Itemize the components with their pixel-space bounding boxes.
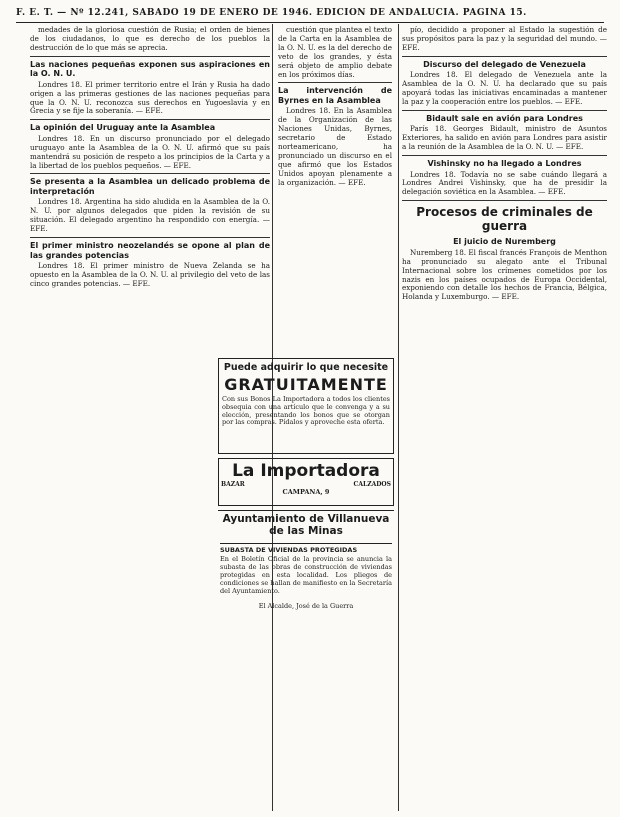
notice-signature: El Alcalde, José de la Guerra [258, 601, 354, 610]
article-body: Londres 18. En la Asamblea de la Organización de las Naciones Unidas, Byrnes, secretario de Estado norteamericano, ha pronunciado un discurso en el que afirmó que los Estados Unidos apoyan plenamente a la organización. — EFE. [278, 106, 392, 187]
divider [402, 56, 607, 57]
advert-brand: La Importadora [232, 461, 380, 481]
headline: Vishinsky no ha llegado a Londres [427, 159, 582, 169]
article-lead: cuestión que plantea el texto de la Carta en la Asamblea de la O. N. U. es la del derecho de veto de los grandes, y ésta será objeto de amplio debate en los próximos días. [278, 26, 392, 79]
notice-villanueva [218, 510, 394, 810]
article-body: Londres 18. El delegado de Venezuela ante la Asamblea de la O. N. U. ha declarado que su país apoyará todas las iniciativas encaminadas a mantener la paz y la cooperación entre los pueblos. — EFE. [402, 70, 607, 106]
page-header: F. E. T. — Nº 12.241, SABADO 19 DE ENERO DE 1946. EDICION DE ANDALUCIA. PAGINA 15. [16, 8, 604, 23]
divider [30, 173, 270, 174]
article-lead: medades de la gloriosa cuestión de Rusia; el orden de bienes de los ciudadanos, lo que es derecho de los pueblos la destrucción de lo que más se aprecia. [30, 26, 270, 52]
headline: Bidault sale en avión para Londres [426, 113, 583, 123]
headline: La intervención de Byrnes en la Asamblea [278, 86, 392, 105]
column-right [402, 26, 607, 811]
divider [402, 155, 607, 156]
notice-body: En el Boletín Oficial de la provincia se anuncia la subasta de las obras de construcción de viviendas protegidas en esta localidad. Los pliegos de condiciones se hallan de manifiesto en la Secretaría del Ayuntamiento. [220, 555, 392, 595]
article-body: Londres 18. El primer ministro de Nueva Zelanda se ha opuesto en la Asamblea de la O. N. U. al privilegio del veto de las cinco grandes potencias. — EFE. [30, 261, 270, 288]
section-title: Procesos de criminales de guerra [416, 205, 593, 234]
divider [30, 119, 270, 120]
headline: El primer ministro neozelandés se opone al plan de las grandes potencias [30, 241, 270, 260]
divider [30, 237, 270, 238]
headline: Las naciones pequeñas exponen sus aspiraciones en la O. N. U. [30, 59, 270, 79]
column-divider [398, 24, 399, 811]
notice-subtitle: SUBASTA DE VIVIENDAS PROTEGIDAS [220, 543, 392, 554]
advert-headline: GRATUITAMENTE [224, 375, 388, 394]
advert-line: Puede adquirir lo que necesite [223, 362, 389, 373]
advert-gratuitamente [218, 358, 394, 454]
headline: La opinión del Uruguay ante la Asamblea [30, 123, 216, 133]
divider [402, 200, 607, 201]
notice-title: Ayuntamiento de Villanueva de las Minas [222, 513, 390, 537]
column-middle [278, 26, 392, 354]
divider [402, 110, 607, 111]
article-body: Londres 18. El primer territorio entre el Irán y Rusia ha dado origen a las primeras gestiones de las naciones pequeñas para que la O. N. U. reconozca sus derechos en Yugoeslavia y en Grecia y se fije la soberanía. — EFE. [30, 79, 270, 116]
advert-body: Con sus Bonos La Importadora a todos los clientes obsequia con una artículo que le convenga y a su elección, presentando los bonos que se otorgan por las compras. Pídalos y aproveche esta oferta. [222, 395, 390, 427]
headline: Se presenta a la Asamblea un delicado problema de interpretación [30, 177, 270, 196]
article-body: París 18. Georges Bidault, ministro de Asuntos Exteriores, ha salido en avión para Londres para asistir a la reunión de la Asamblea de la O. N. U. — EFE. [402, 124, 607, 152]
article-body: Londres 18. Todavía no se sabe cuándo llegará a Londres Andrei Vishinsky, que ha de presidir la delegación soviética en la Asamblea. — EFE. [402, 169, 607, 197]
article-body: Londres 18. En un discurso pronunciado por el delegado uruguayo ante la Asamblea de la O. N. U. afirmó que su país mantendrá su posición de respeto a los principios de la Carta y a la libertad de los pueblos pequeños. — EFE. [30, 133, 270, 170]
advert-label: BAZAR [221, 481, 245, 488]
advert-importadora [218, 458, 394, 506]
article-body: Londres 18. Argentina ha sido aludida en la Asamblea de la O. N. U. por algunos delegados que piden la revisión de su situación. El delegado argentino ha respondido con energía. — EFE. [30, 197, 270, 234]
advert-label: CALZADOS [353, 481, 391, 488]
divider [278, 82, 392, 83]
article-lead: pío, decidido a proponer al Estado la sugestión de sus propósitos para la paz y la seguridad del mundo. — EFE. [402, 26, 607, 52]
article-body: Nuremberg 18. El fiscal francés François de Menthon ha pronunciado su alegato ante el Tribunal Internacional sobre los crímenes cometidos por los nazis en los países ocupados de Europa Occidental, exponiendo con detalle los hechos de Francia, Bélgica, Holanda y Luxemburgo. — EFE. [402, 247, 607, 302]
headline: El juicio de Nuremberg [453, 237, 556, 247]
headline: Discurso del delegado de Venezuela [423, 59, 586, 69]
advert-address: CAMPANA, 9 [282, 488, 330, 496]
divider [30, 56, 270, 57]
